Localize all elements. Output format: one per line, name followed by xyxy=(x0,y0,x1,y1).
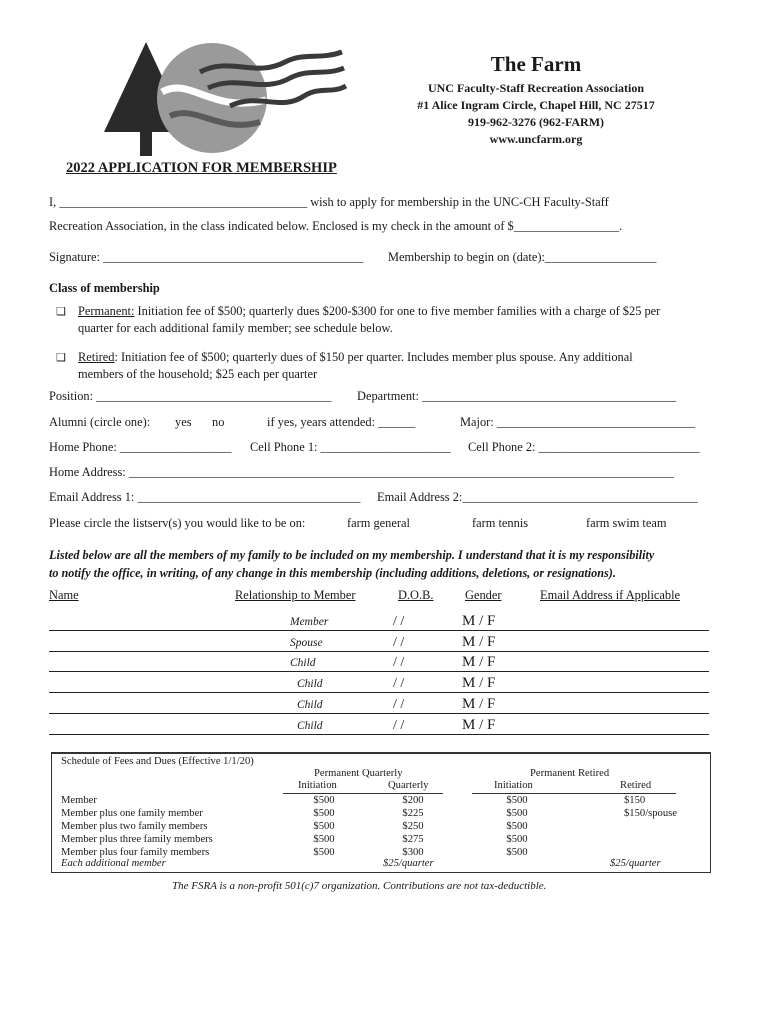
header-line-3: 919-962-3276 (962-FARM) xyxy=(467,115,605,129)
fee-row-retired-initiation: $500 xyxy=(506,847,528,858)
fee-row-permanent-quarterly: $200 xyxy=(402,795,424,806)
major-field[interactable]: Major: ________________________________ xyxy=(460,415,696,429)
fee-row-retired-initiation: $500 xyxy=(506,821,528,832)
membership-start-field[interactable]: Membership to begin on (date):__________________ xyxy=(388,250,657,264)
fee-row-retired-initiation: $500 xyxy=(506,808,528,819)
family-row-gender[interactable]: M / F xyxy=(462,654,496,670)
intro-line-2[interactable]: Recreation Association, in the class indicated below. Enclosed is my check in the amount of $_________________. xyxy=(49,219,623,233)
family-row-line[interactable] xyxy=(49,671,709,672)
department-field[interactable]: Department: _________________________________________ xyxy=(357,389,677,403)
fee-row-retired-dues: $150 xyxy=(624,795,646,806)
years-attended-field[interactable]: if yes, years attended: ______ xyxy=(267,415,416,429)
family-row-role: Child xyxy=(297,720,323,732)
email-2-field[interactable]: Email Address 2:______________________________________ xyxy=(377,490,698,504)
family-row-line[interactable] xyxy=(49,651,709,652)
family-row-dob[interactable]: / / xyxy=(393,697,405,712)
family-row-line[interactable] xyxy=(49,734,709,735)
class-retired-name: Retired xyxy=(78,350,115,364)
family-row-dob[interactable]: / / xyxy=(393,718,405,733)
organization-title: The Farm xyxy=(490,52,582,76)
fee-row-retired-initiation: $500 xyxy=(506,795,528,806)
checkbox-retired[interactable]: ❑ xyxy=(56,352,66,364)
fee-row-label: Member plus three family members xyxy=(61,834,213,845)
listserv-label: Please circle the listserv(s) you would like to be on: xyxy=(49,516,306,530)
fee-row-permanent-quarterly: $250 xyxy=(402,821,424,832)
family-row-role: Spouse xyxy=(290,637,323,649)
checkbox-permanent[interactable]: ❑ xyxy=(56,306,66,318)
family-row-gender[interactable]: M / F xyxy=(462,717,496,733)
header-line-1: UNC Faculty-Staff Recreation Association xyxy=(427,81,645,95)
family-row-role: Child xyxy=(290,657,316,669)
class-permanent-line2: quarter for each additional family member; see schedule below. xyxy=(78,321,393,335)
family-row-dob[interactable]: / / xyxy=(393,614,405,629)
fee-row-permanent-initiation: $500 xyxy=(313,847,335,858)
intro-line-1[interactable]: I, ________________________________________ wish to apply for membership in the UNC-CH Faculty-Staff xyxy=(49,195,609,209)
family-note-line1: Listed below are all the members of my family to be included on my membership. I understand that it is my responsibility xyxy=(49,548,655,562)
family-row-gender[interactable]: M / F xyxy=(462,613,496,629)
email-1-field[interactable]: Email Address 1: ____________________________________ xyxy=(49,490,361,504)
cell-phone-2-field[interactable]: Cell Phone 2: __________________________ xyxy=(468,440,700,454)
family-row-gender[interactable]: M / F xyxy=(462,696,496,712)
family-row-role: Member xyxy=(290,616,329,628)
position-field[interactable]: Position: ______________________________________ xyxy=(49,389,332,403)
footer-note: The FSRA is a non-profit 501(c)7 organization. Contributions are not tax-deductible. xyxy=(172,880,547,892)
listserv-farm-tennis[interactable]: farm tennis xyxy=(472,516,529,530)
fee-col-initiation-1: Initiation xyxy=(298,780,337,791)
fee-group-permanent: Permanent Quarterly xyxy=(314,768,403,779)
fee-row-permanent-initiation: $500 xyxy=(313,834,335,845)
family-row-dob[interactable]: / / xyxy=(393,676,405,691)
fee-row-permanent-quarterly: $300 xyxy=(402,847,424,858)
fee-row-label: Member xyxy=(61,795,97,806)
class-permanent-line1 xyxy=(78,304,660,319)
fee-row-permanent-initiation: $500 xyxy=(313,795,335,806)
family-row-line[interactable] xyxy=(49,692,709,693)
family-row-gender[interactable]: M / F xyxy=(462,675,496,691)
fee-row-permanent-quarterly: $275 xyxy=(402,834,424,845)
fee-col-retired: Retired xyxy=(620,780,652,791)
fee-row-retired-dues: $150/spouse xyxy=(624,808,677,819)
fee-additional-retired: $25/quarter xyxy=(610,858,661,869)
header-website: www.uncfarm.org xyxy=(489,132,583,146)
fee-row-label: Member plus two family members xyxy=(61,821,208,832)
family-row-role: Child xyxy=(297,699,323,711)
family-row-line[interactable] xyxy=(49,630,709,631)
header-line-2: #1 Alice Ingram Circle, Chapel Hill, NC 27517 xyxy=(417,98,655,112)
fee-row-label: Member plus one family member xyxy=(61,808,203,819)
fee-row-permanent-quarterly: $225 xyxy=(402,808,424,819)
family-row-role: Child xyxy=(297,678,323,690)
class-retired-line1 xyxy=(78,350,633,365)
family-header-gender: Gender xyxy=(465,588,502,602)
family-header-relationship: Relationship to Member xyxy=(235,588,356,602)
fee-col-initiation-2: Initiation xyxy=(494,780,533,791)
class-permanent-desc: Initiation fee of $500; quarterly dues $200-$300 for one to five member families with a charge of $25 per xyxy=(134,304,661,318)
fee-row-label: Member plus four family members xyxy=(61,847,210,858)
alumni-no-option[interactable]: no xyxy=(212,415,225,429)
home-phone-field[interactable]: Home Phone: __________________ xyxy=(49,440,232,454)
family-header-dob: D.O.B. xyxy=(398,588,434,602)
family-header-name: Name xyxy=(49,588,79,602)
class-retired-line2: members of the household; $25 each per quarter xyxy=(78,367,318,381)
family-row-dob[interactable]: / / xyxy=(393,635,405,650)
alumni-label: Alumni (circle one): xyxy=(49,415,151,429)
form-title: 2022 APPLICATION FOR MEMBERSHIP xyxy=(66,160,337,176)
class-heading: Class of membership xyxy=(49,281,160,295)
family-row-line[interactable] xyxy=(49,713,709,714)
home-address-field[interactable]: Home Address: ________________________________________________________________________________________ xyxy=(49,465,675,479)
family-header-email: Email Address if Applicable xyxy=(540,588,681,602)
listserv-farm-general[interactable]: farm general xyxy=(347,516,410,530)
fee-row-retired-initiation: $500 xyxy=(506,834,528,845)
family-row-dob[interactable]: / / xyxy=(393,655,405,670)
listserv-farm-swim-team[interactable]: farm swim team xyxy=(586,516,667,530)
family-note-line2: to notify the office, in writing, of any change in this membership (including additions, deletions, or resignations). xyxy=(49,566,616,580)
cell-phone-1-field[interactable]: Cell Phone 1: _____________________ xyxy=(250,440,451,454)
fee-additional-quarterly: $25/quarter xyxy=(383,858,434,869)
family-row-gender[interactable]: M / F xyxy=(462,634,496,650)
fee-group-retired: Permanent Retired xyxy=(530,768,610,779)
alumni-yes-option[interactable]: yes xyxy=(175,415,192,429)
fee-additional-label: Each additional member xyxy=(61,858,166,869)
fee-row-permanent-initiation: $500 xyxy=(313,808,335,819)
class-permanent-name: Permanent: xyxy=(78,304,135,318)
signature-field[interactable]: Signature: __________________________________________ xyxy=(49,250,364,264)
fee-schedule-title: Schedule of Fees and Dues (Effective 1/1/20) xyxy=(61,756,254,767)
fee-col-quarterly: Quarterly xyxy=(388,780,429,791)
the-farm-logo xyxy=(80,34,352,164)
fee-row-permanent-initiation: $500 xyxy=(313,821,335,832)
class-retired-desc: : Initiation fee of $500; quarterly dues of $150 per quarter. Includes member plus spouse. Any additional xyxy=(114,350,633,364)
